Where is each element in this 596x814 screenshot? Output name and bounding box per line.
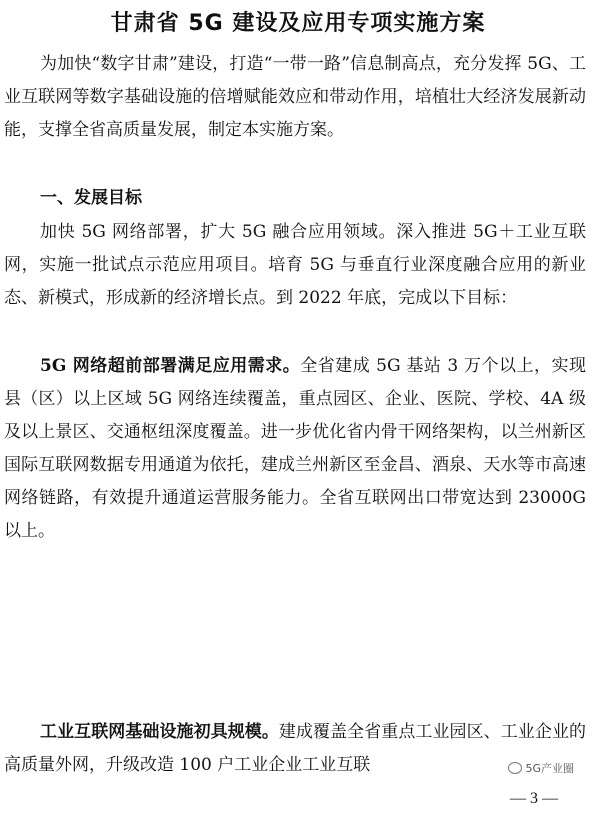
intro-paragraph: 为加快“数字甘肃”建设，打造“一带一路”信息制高点，充分发挥 5G、工业互联网等数字基础设施的倍增赋能效应和带动作用，培植壮大经济发展新动能，支撑全省高质量发展，制定本实施方案。 [4,54,586,140]
goal-item-industrial [4,716,586,782]
wechat-icon [508,762,522,774]
goal-item-body: 建成覆盖全省重点工业园区、工业企业的高质量外网，升级改造 100 户工业企业工业互联 [4,722,587,775]
goal-item-network [4,350,586,548]
watermark-text: 5G产业圈 [525,762,574,775]
section-heading: 一、发展目标 [40,188,142,208]
document-title: 甘肃省 5G 建设及应用专项实施方案 [110,11,486,36]
page-number: — 3 — [510,790,558,807]
section-paragraph: 加快 5G 网络部署，扩大 5G 融合应用领域。深入推进 5G＋工业互联网，实施一批试点示范应用项目。培育 5G 与垂直行业深度融合应用的新业态、新模式，形成新的经济增长点。到 2022 年底，完成以下目标： [4,222,586,308]
goal-item-lead: 5G 网络超前部署满足应用需求。 [40,356,301,376]
goal-item-lead: 工业互联网基础设施初具规模。 [40,722,279,742]
goal-item-body: 全省建成 5G 基站 3 万个以上，实现县（区）以上区域 5G 网络连续覆盖，重点园区、企业、医院、学校、4A 级及以上景区、交通枢纽深度覆盖。进一步优化省内骨干网络架构，以兰州新区国际互联网数据专用通道为依托，建成兰州新区至金昌、酒泉、天水等市高速网络链路，有效提升通道运营服务能力。全省互联网出口带宽达到 23000G 以上。 [4,356,587,541]
watermark [508,760,574,776]
